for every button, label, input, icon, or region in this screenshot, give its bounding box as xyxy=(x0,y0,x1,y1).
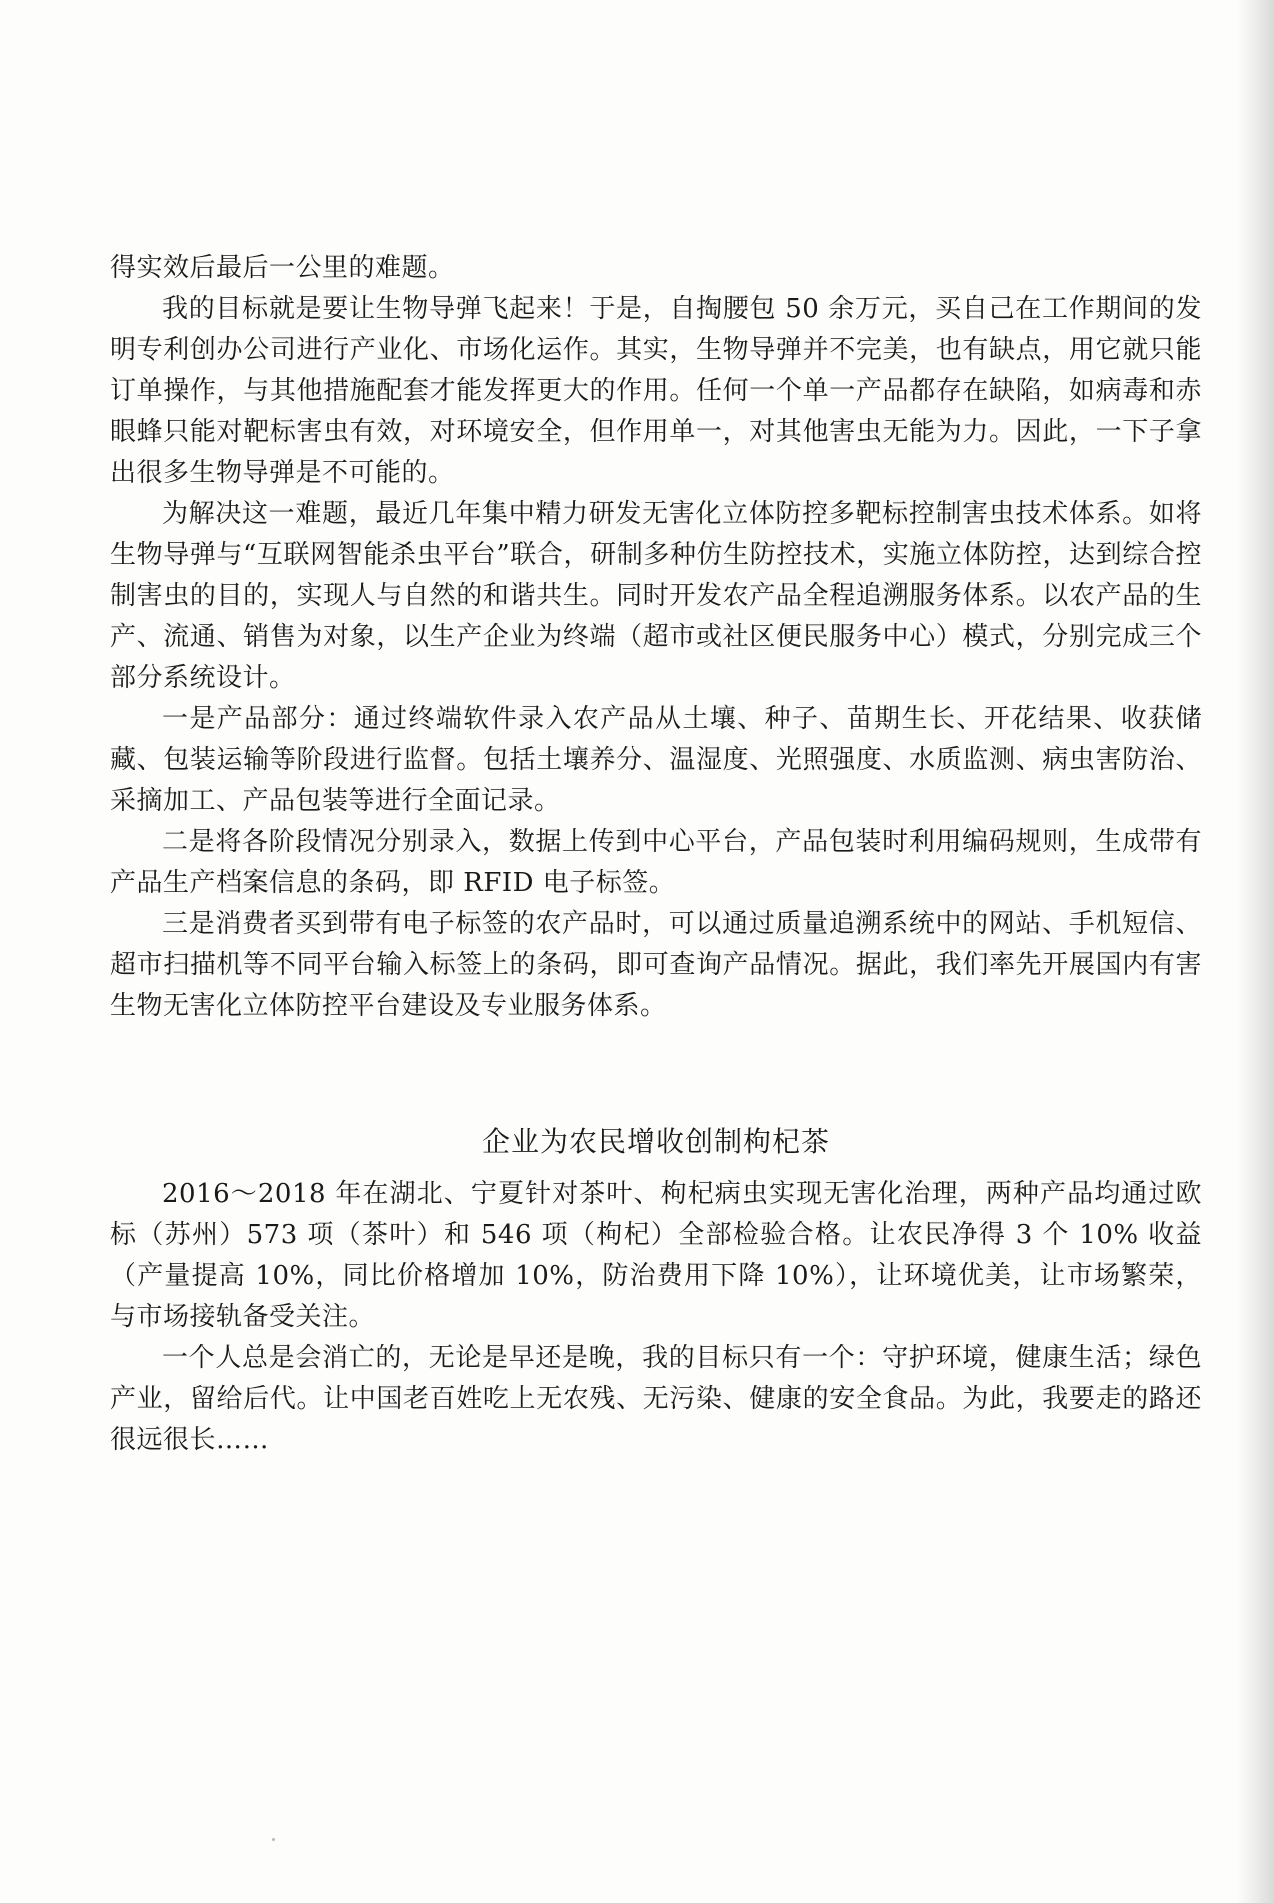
section-1-body xyxy=(110,248,1202,1027)
paragraph-pest-control-system: 为解决这一难题，最近几年集中精力研发无害化立体防控多靶标控制害虫技术体系。如将生物导弹与“互联网智能杀虫平台”联合，研制多种仿生防控技术，实施立体防控，达到综合控制害虫的目的，实现人与自然的和谐共生。同时开发农产品全程追溯服务体系。以农产品的生产、流通、销售为对象，以生产企业为终端（超市或社区便民服务中心）模式，分别完成三个部分系统设计。 xyxy=(110,499,1202,693)
paragraph-product-part: 一是产品部分：通过终端软件录入农产品从土壤、种子、苗期生长、开花结果、收获储藏、包装运输等阶段进行监督。包括土壤养分、温湿度、光照强度、水质监测、病虫害防治、采摘加工、产品包装等进行全面记录。 xyxy=(110,704,1202,816)
paragraph-data-upload: 二是将各阶段情况分别录入，数据上传到中心平台，产品包装时利用编码规则，生成带有产品生产档案信息的条码，即 RFID 电子标签。 xyxy=(110,827,1202,898)
paragraph-biological-missile-goal: 我的目标就是要让生物导弹飞起来！于是，自掏腰包 50 余万元，买自己在工作期间的发明专利创办公司进行产业化、市场化运作。其实，生物导弹并不完美，也有缺点，用它就只能订单操作，与其他措施配套才能发挥更大的作用。任何一个单一产品都存在缺陷，如病毒和赤眼蜂只能对靶标害虫有效，对环境安全，但作用单一，对其他害虫无能为力。因此，一下子拿出很多生物导弹是不可能的。 xyxy=(110,294,1202,488)
section-2-body xyxy=(110,1174,1202,1461)
paragraph-continuation: 得实效后最后一公里的难题。 xyxy=(110,253,455,283)
section-heading: 企业为农民增收创制枸杞茶 xyxy=(481,1125,830,1158)
paragraph-closing-goal: 一个人总是会消亡的，无论是早还是晚，我的目标只有一个：守护环境，健康生活；绿色产业，留给后代。让中国老百姓吃上无农残、无污染、健康的安全食品。为此，我要走的路还很远很长…… xyxy=(110,1343,1202,1455)
paragraph-goji-tea-results: 2016～2018 年在湖北、宁夏针对茶叶、枸杞病虫实现无害化治理，两种产品均通过欧标（苏州）573 项（茶叶）和 546 项（枸杞）全部检验合格。让农民净得 3 个 10% 收益（产量提高 10%，同比价格增加 10%，防治费用下降 10%），让环境优美，让市场繁荣，与市场接轨备受关注。 xyxy=(110,1179,1202,1332)
paragraph-consumer-traceability: 三是消费者买到带有电子标签的农产品时，可以通过质量追溯系统中的网站、手机短信、超市扫描机等不同平台输入标签上的条码，即可查询产品情况。据此，我们率先开展国内有害生物无害化立体防控平台建设及专业服务体系。 xyxy=(110,909,1202,1021)
scan-speck xyxy=(272,1838,275,1841)
